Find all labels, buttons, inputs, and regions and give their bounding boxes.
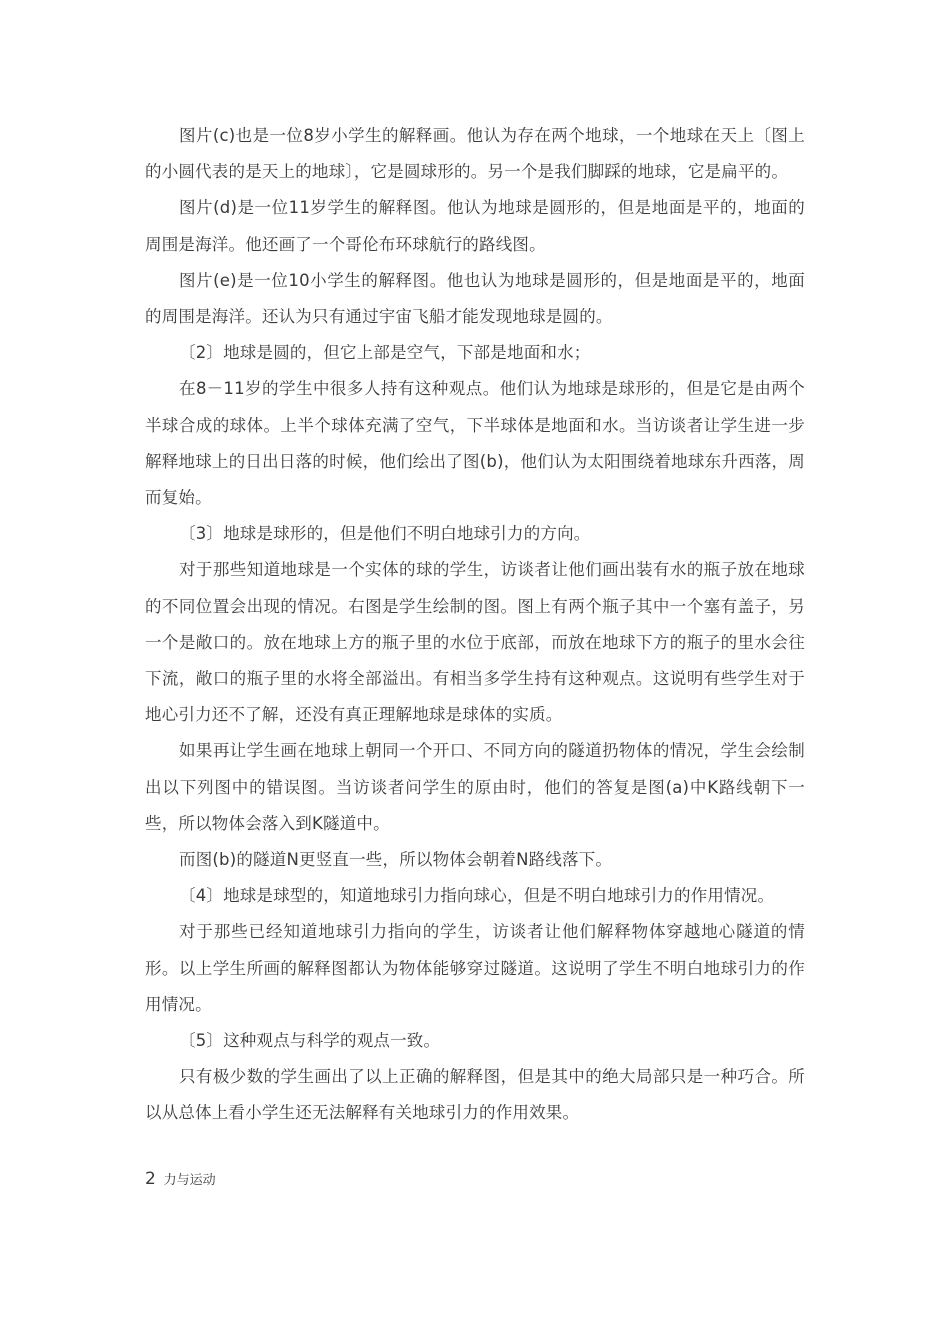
paragraph-view-3-bottles: 对于那些知道地球是一个实体的球的学生，访谈者让他们画出装有水的瓶子放在地球的不同位置会出现的情况。右图是学生绘制的图。图上有两个瓶子其中一个塞有盖子，另一个是敞口的。放在地球上方的瓶子里的水位于底部，而放在地球下方的瓶子的里水会往下流，敞口的瓶子里的水将全部溢出。有相当多学生持有这种观点。这说明有些学生对于地心引力还不了解，还没有真正理解地球是球体的实质。 xyxy=(145,560,805,725)
heading-view-3: 〔3〕地球是球形的，但是他们不明白地球引力的方向。 xyxy=(179,524,591,544)
heading-view-5: 〔5〕这种观点与科学的观点一致。 xyxy=(179,1031,441,1051)
paragraph-view-5: 只有极少数的学生画出了以上正确的解释图，但是其中的绝大局部只是一种巧合。所以从总体上看小学生还无法解释有关地球引力的作用效果。 xyxy=(145,1067,805,1123)
paragraph-view-3-tunnels: 如果再让学生画在地球上朝同一个开口、不同方向的隧道扔物体的情况，学生会绘制出以下列图中的错误图。当访谈者问学生的原由时，他们的答复是图(a)中K路线朝下一些，所以物体会落入到K隧道中。 xyxy=(145,741,805,833)
heading-view-4: 〔4〕地球是球型的，知道地球引力指向球心，但是不明白地球引力的作用情况。 xyxy=(179,886,775,906)
page-footer xyxy=(145,1168,216,1192)
heading-view-2: 〔2〕地球是圆的，但它上部是空气，下部是地面和水； xyxy=(179,343,591,363)
paragraph-view-3-tunnel-n: 而图(b)的隧道N更竖直一些，所以物体会朝着N路线落下。 xyxy=(179,850,613,870)
paragraph-picture-d: 图片(d)是一位11岁学生的解释图。他认为地球是圆形的，但是地面是平的，地面的周围是海洋。他还画了一个哥伦布环球航行的路线图。 xyxy=(145,198,805,254)
page-number: 2 xyxy=(145,1169,156,1189)
paragraph-picture-c: 图片(c)也是一位8岁小学生的解释画。他认为存在两个地球，一个地球在天上〔图上的小圆代表的是天上的地球〕，它是圆球形的。另一个是我们脚踩的地球，它是扁平的。 xyxy=(145,126,805,182)
footer-title: 力与运动 xyxy=(163,1173,216,1188)
document-body xyxy=(145,118,805,1132)
paragraph-view-2: 在8－11岁的学生中很多人持有这种观点。他们认为地球是球形的，但是它是由两个半球合成的球体。上半个球体充满了空气，下半球体是地面和水。当访谈者让学生进一步解释地球上的日出日落的时候，他们绘出了图(b)，他们认为太阳围绕着地球东升西落，周而复始。 xyxy=(145,379,805,508)
paragraph-picture-e: 图片(e)是一位10小学生的解释图。他也认为地球是圆形的，但是地面是平的，地面的周围是海洋。还认为只有通过宇宙飞船才能发现地球是圆的。 xyxy=(145,270,805,327)
paragraph-view-4: 对于那些已经知道地球引力指向的学生，访谈者让他们解释物体穿越地心隧道的情形。以上学生所画的解释图都认为物体能够穿过隧道。这说明了学生不明白地球引力的作用情况。 xyxy=(145,922,805,1014)
